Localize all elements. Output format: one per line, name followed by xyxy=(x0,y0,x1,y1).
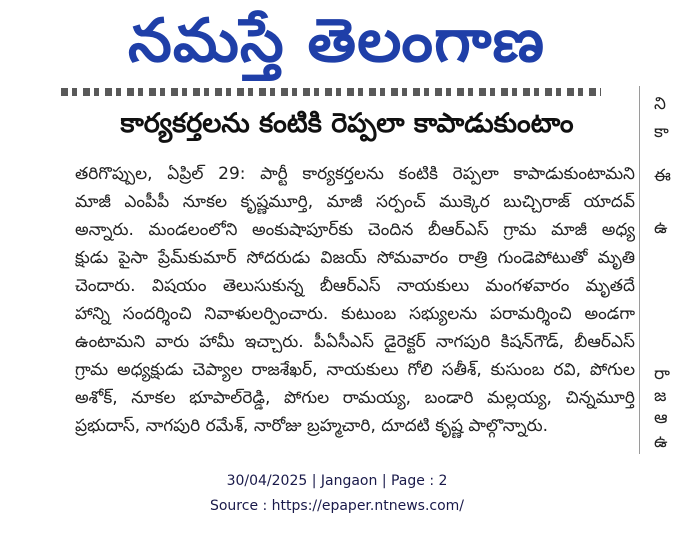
fragment-text: ఈ xyxy=(654,166,671,186)
article-line: హాన్ని సందర్శించి నివాళులర్పించారు. కుటుంబ సభ్యులను పరామర్శించి అండగా xyxy=(75,304,635,324)
fragment-text: ఉ xyxy=(654,218,668,238)
article-line: తరిగొప్పుల, ఏప్రిల్ 29: పార్టీ కార్యకర్తలను కంటికి రెప్పలా కాపాడుకుంటామని xyxy=(75,164,635,184)
adjacent-column-fragment xyxy=(646,86,674,454)
article-line: అన్నారు. మండలంలోని అంకుషాపూర్‌కు చెందిన బీఆర్‌ఎస్ గ్రామ మాజీ అధ్య xyxy=(75,220,635,240)
column-divider xyxy=(639,86,640,454)
masthead xyxy=(0,0,674,84)
fragment-text: ఆ xyxy=(654,408,668,428)
source-link[interactable]: Source : https://epaper.ntnews.com/ xyxy=(209,498,465,514)
article-headline: కార్యకర్తలను కంటికి రెప్పలా కాపాడుకుంటాం xyxy=(120,108,574,139)
article-line: ప్రభుదాస్, నాగపురి రమేశ్, నారోజు బ్రహ్మచారి, దూదటి కృష్ణ పాల్గొన్నారు. xyxy=(75,416,548,436)
edition-info: 30/04/2025 | Jangaon | Page : 2 xyxy=(226,473,448,489)
article-body xyxy=(75,160,635,440)
cut-off-previous-text xyxy=(61,88,601,96)
article-line: చెందారు. విషయం తెలుసుకున్న బీఆర్‌ఎస్ నాయకులు మంగళవారం మృతదే xyxy=(75,276,635,296)
article-line: మాజీ ఎంపీపీ నూకల కృష్ణమూర్తి, మాజీ సర్పంచ్ ముక్కెర బుచ్చిరాజ్ యాదవ్ xyxy=(75,192,635,212)
article-line: అశోక్, నూకల భూపాల్‌రెడ్డి, పోగుల రామయ్య, బండారి మల్లయ్య, చిన్నమూర్తి xyxy=(75,388,635,408)
fragment-text: ని xyxy=(654,94,666,114)
article-line: క్షుడు పైసా ప్రేమ్‌కుమార్ సోదరుడు విజయ్ సోమవారం రాత్రి గుండెపోటుతో మృతి xyxy=(75,248,635,268)
fragment-text: జ xyxy=(654,386,667,406)
fragment-text: కా xyxy=(654,122,669,142)
fragment-text: రా xyxy=(654,364,670,384)
fragment-text: ఉ xyxy=(654,432,668,452)
article-line: ఉంటామని వారు హామీ ఇచ్చారు. పీఏసీఎస్ డైరెక్టర్ నాగపురి కిషన్‌గౌడ్, బీఆర్‌ఎస్ xyxy=(75,332,635,352)
article-line: గ్రామ అధ్యక్షుడు చెప్యాల రాజశేఖర్, నాయకులు గోలి సతీశ్, కుసుంబ రవి, పోగుల xyxy=(75,360,635,380)
newspaper-logo: నమస్తే తెలంగాణ xyxy=(128,6,546,76)
article-clipping xyxy=(55,86,639,452)
